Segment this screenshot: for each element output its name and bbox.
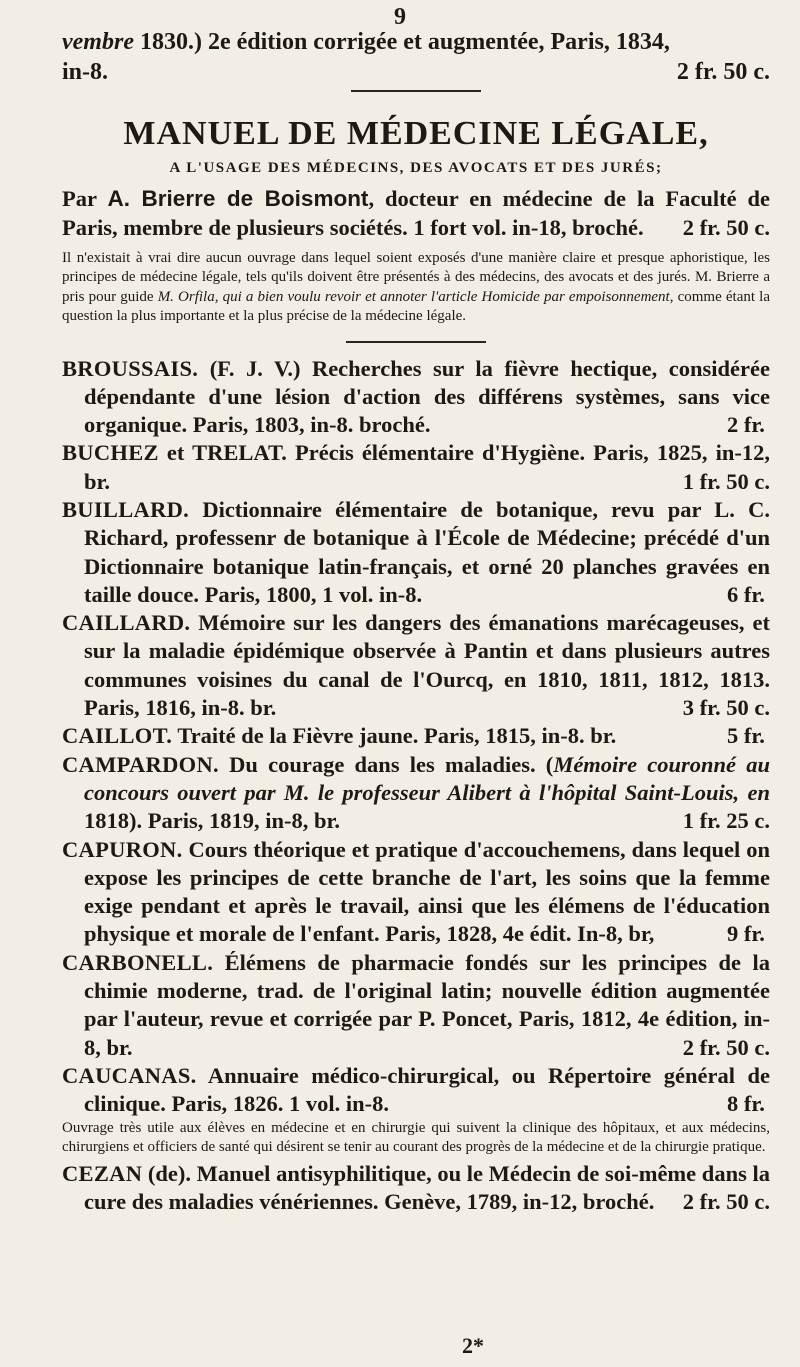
feature-description: Par A. Brierre de Boismont, docteur en médecine de la Faculté de Paris, membre de plusieurs sociétés. 1 fort vol. in-18, broché. [62, 186, 771, 240]
entry-capuron: CAPURON. Cours théorique et pratique d'accouchemens, dans lequel on expose les principes de cette branche de l'art, les soins que la femme exige pendant et après le travail, ainsi que les élémens de l'éducation physique et morale de l'enfant. Paris, 1828, 4e édit. In-8, br, 9 fr. [62, 836, 770, 949]
entry-note: Ouvrage très utile aux élèves en médecine et en chirurgie qui suivent la clinique des hôpitaux, et aux médecins, chirurgiens et officiers de santé qui désirent se tenir au courant des progrès de la médecine et de la chirurgie pratique. [62, 1119, 770, 1156]
feature-subtitle: A L'USAGE DES MÉDECINS, DES AVOCATS ET DES JURÉS; [169, 160, 663, 176]
entry-price: 8 fr. [726, 1091, 765, 1117]
entry-price: 1 fr. 50 c. [682, 468, 770, 494]
entry-price: 5 fr. [726, 723, 765, 749]
entry-buillard: BUILLARD. Dictionnaire élémentaire de botanique, revu par L. C. Richard, professenr de botanique à l'École de Médecine; précédé d'un Dictionnaire botanique latin-français, et orné 20 planches gravées en taille douce. Paris, 1800, 1 vol. in-8. 6 fr. [62, 496, 770, 609]
feature-author: A. Brierre de Boismont [107, 186, 369, 211]
entry-cezan: CEZAN (de). Manuel antisyphilitique, ou le Médecin de soi-même dans la cure des maladies vénériennes. Genève, 1789, in-12, broché. 2 fr. 50 c. [62, 1160, 770, 1217]
entry-price: 2 fr. 50 c. [682, 1188, 770, 1214]
divider [346, 341, 486, 343]
page-number: 9 [394, 4, 406, 30]
feature-price: 2 fr. 50 c. [682, 215, 770, 240]
entry-price: 1 fr. 25 c. [682, 808, 770, 834]
continued-text: 1830.) 2e édition corrigée et augmentée, Paris, 1834, [133, 29, 670, 55]
divider [351, 90, 481, 92]
continued-word: vembre [62, 29, 134, 55]
entry-price: 2 fr. [726, 412, 765, 438]
body [62, 90, 770, 1216]
entry-broussais: BROUSSAIS. (F. J. V.) Recherches sur la fièvre hectique, considérée dépendante d'une lésion d'action des différens systèmes, sans vice organique. Paris, 1803, in-8. broché. 2 fr. [62, 355, 770, 440]
feature-note: Il n'existait à vrai dire aucun ouvrage dans lequel soient exposés d'une manière claire et presque aphoristique, les principes de médecine légale, tels qu'ils doivent être présentés à des médecins, des avocats et des jurés. M. Brierre a pris pour guide M. Orfila, qui a bien voulu revoir et annoter l'article Homicide par empoisonnement, comme étant la question la plus importante et la plus précise de la médecine légale. [62, 249, 770, 324]
entry-price: 2 fr. 50 c. [682, 1034, 770, 1060]
entry-price: 9 fr. [726, 921, 765, 947]
entry-carbonell: CARBONELL. Élémens de pharmacie fondés sur les principes de la chimie moderne, trad. de l'original latin; nouvelle édition augmentée par l'auteur, revue et corrigée par P. Poncet, Paris, 1812, 4e édition, in-8, br. 2 fr. 50 c. [62, 949, 770, 1062]
entry-caucanas: CAUCANAS. Annuaire médico-chirurgical, ou Répertoire général de clinique. Paris, 1826. 1 vol. in-8. 8 fr. [62, 1062, 770, 1119]
entry-caillard: CAILLARD. Mémoire sur les dangers des émanations marécageuses, et sur la maladie épidémique observée à Pantin et dans plusieurs autres communes voisines du canal de l'Ourcq, en 1810, 1811, 1812, 1813. Paris, 1816, in-8. br. 3 fr. 50 c. [62, 609, 770, 722]
continued-entry [62, 27, 770, 87]
feature-title: MANUEL DE MÉDECINE LÉGALE, [123, 115, 709, 152]
entry-campardon: CAMPARDON. Du courage dans les maladies. (Mémoire couronné au concours ouvert par M. le professeur Alibert à l'hôpital Saint-Louis, en 1818). Paris, 1819, in-8, br. 1 fr. 25 c. [62, 751, 770, 836]
entry-list [62, 355, 770, 1217]
entry-price: 6 fr. [726, 581, 765, 607]
continued-price: 2 fr. 50 c. [676, 59, 770, 85]
entry-price: 3 fr. 50 c. [682, 695, 770, 721]
entry-caillot: CAILLOT. Traité de la Fièvre jaune. Paris, 1815, in-8. br. 5 fr. [62, 722, 770, 750]
continued-format: in-8. [62, 59, 109, 85]
entry-buchez: BUCHEZ et TRELAT. Précis élémentaire d'Hygiène. Paris, 1825, in-12, br. 1 fr. 50 c. [62, 439, 770, 496]
signature-mark: 2* [462, 1333, 484, 1358]
